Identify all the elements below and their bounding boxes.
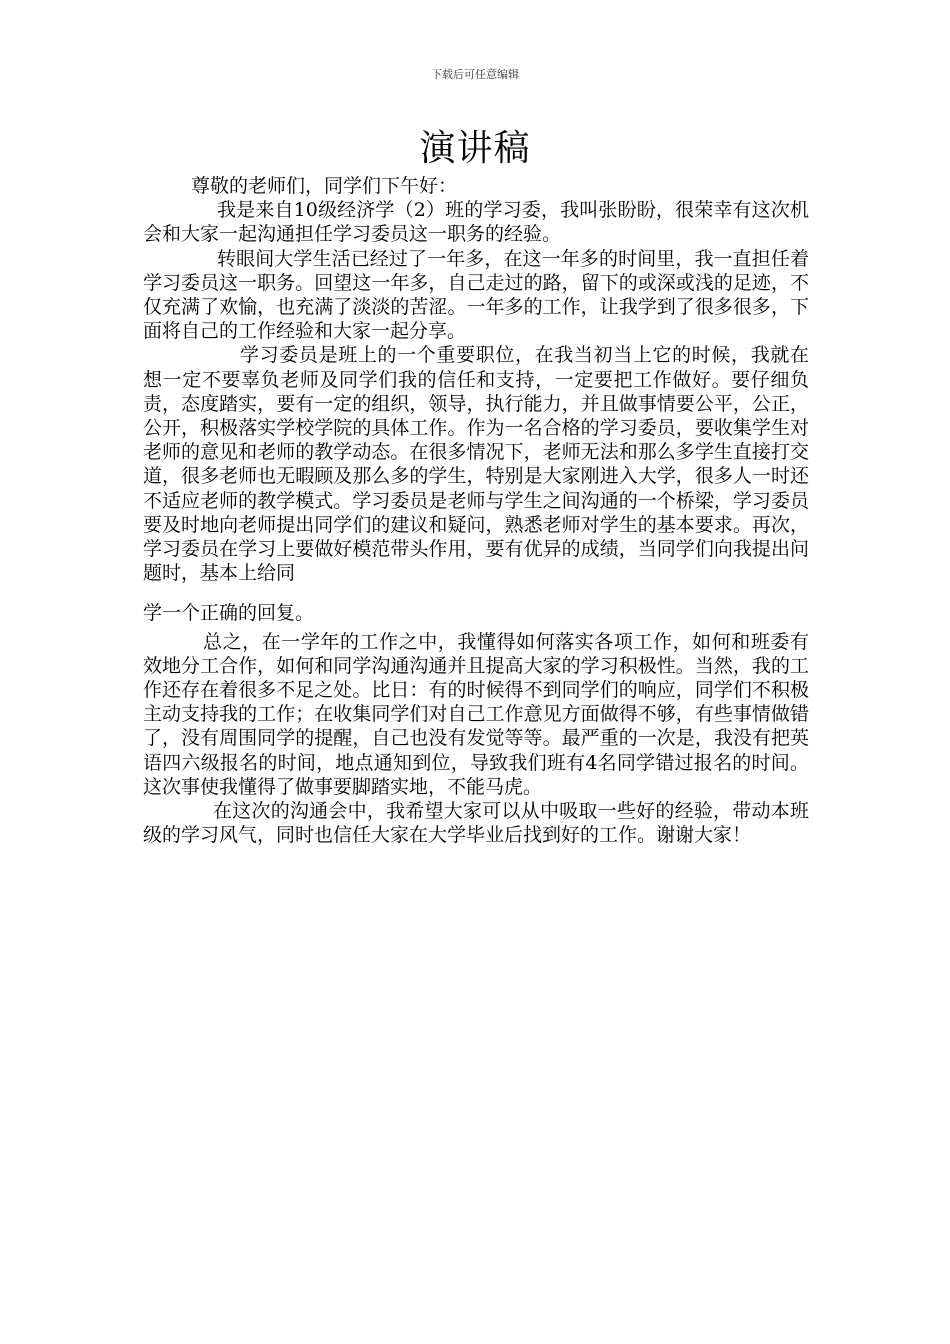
greeting: 尊敬的老师们，同学们下午好： xyxy=(191,175,458,197)
paragraph-closing: 在这次的沟通会中，我希望大家可以从中吸取一些好的经验，带动本班级的学习风气，同时也信任大家在大学毕业后找到好的工作。谢谢大家！ xyxy=(143,800,809,847)
paragraph-intro: 我是来自10级经济学（2）班的学习委，我叫张盼盼，很荣幸有这次机会和大家一起沟通担任学习委员这一职务的经验。 xyxy=(143,199,809,246)
document-title: 演讲稿 xyxy=(419,128,531,169)
paragraph-duties: 学习委员是班上的一个重要职位，在我当初当上它的时候，我就在想一定不要辜负老师及同学们我的信任和支持，一定要把工作做好。要仔细负责，态度踏实，要有一定的组织，领导，执行能力，并且做事情要公平，公正，公开，积极落实学校学院的具体工作。作为一名合格的学习委员，要收集学生对老师的意见和老师的教学动态。在很多情况下，老师无法和那么多学生直接打交道，很多老师也无暇顾及那么多的学生，特别是大家刚进入大学，很多人一时还不适应老师的教学模式。学习委员是老师与学生之间沟通的一个桥梁，学习委员要及时地向老师提出同学们的建议和疑问，熟悉老师对学生的基本要求。再次，学习委员在学习上要做好模范带头作用，要有优异的成绩，当同学们向我提出问题时，基本上给同 xyxy=(143,344,809,585)
paragraph-duties-continued: 学一个正确的回复。 xyxy=(143,602,315,625)
document-body xyxy=(143,174,809,847)
paragraph-summary: 总之，在一学年的工作之中，我懂得如何落实各项工作，如何和班委有效地分工合作，如何和同学沟通沟通并且提高大家的学习积极性。当然，我的工作还存在着很多不足之处。比日：有的时候得不到同学们的响应，同学们不积极主动支持我的工作；在收集同学们对自己工作意见方面做得不够，有些事情做错了，没有周围同学的提醒，自己也没有发觉等等。最严重的一次是，我没有把英语四六级报名的时间，地点通知到位，导致我们班有4名同学错过报名的时间。这次事使我懂得了做事要脚踏实地，不能马虎。 xyxy=(143,630,809,798)
paragraph-experience: 转眼间大学生活已经过了一年多，在这一年多的时间里，我一直担任着学习委员这一职务。回望这一年多，自己走过的路，留下的或深或浅的足迹，不仅充满了欢愉，也充满了淡淡的苦涩。一年多的工作，让我学到了很多很多，下面将自己的工作经验和大家一起分享。 xyxy=(143,247,809,343)
header-note: 下载后可任意编辑 xyxy=(431,68,519,81)
